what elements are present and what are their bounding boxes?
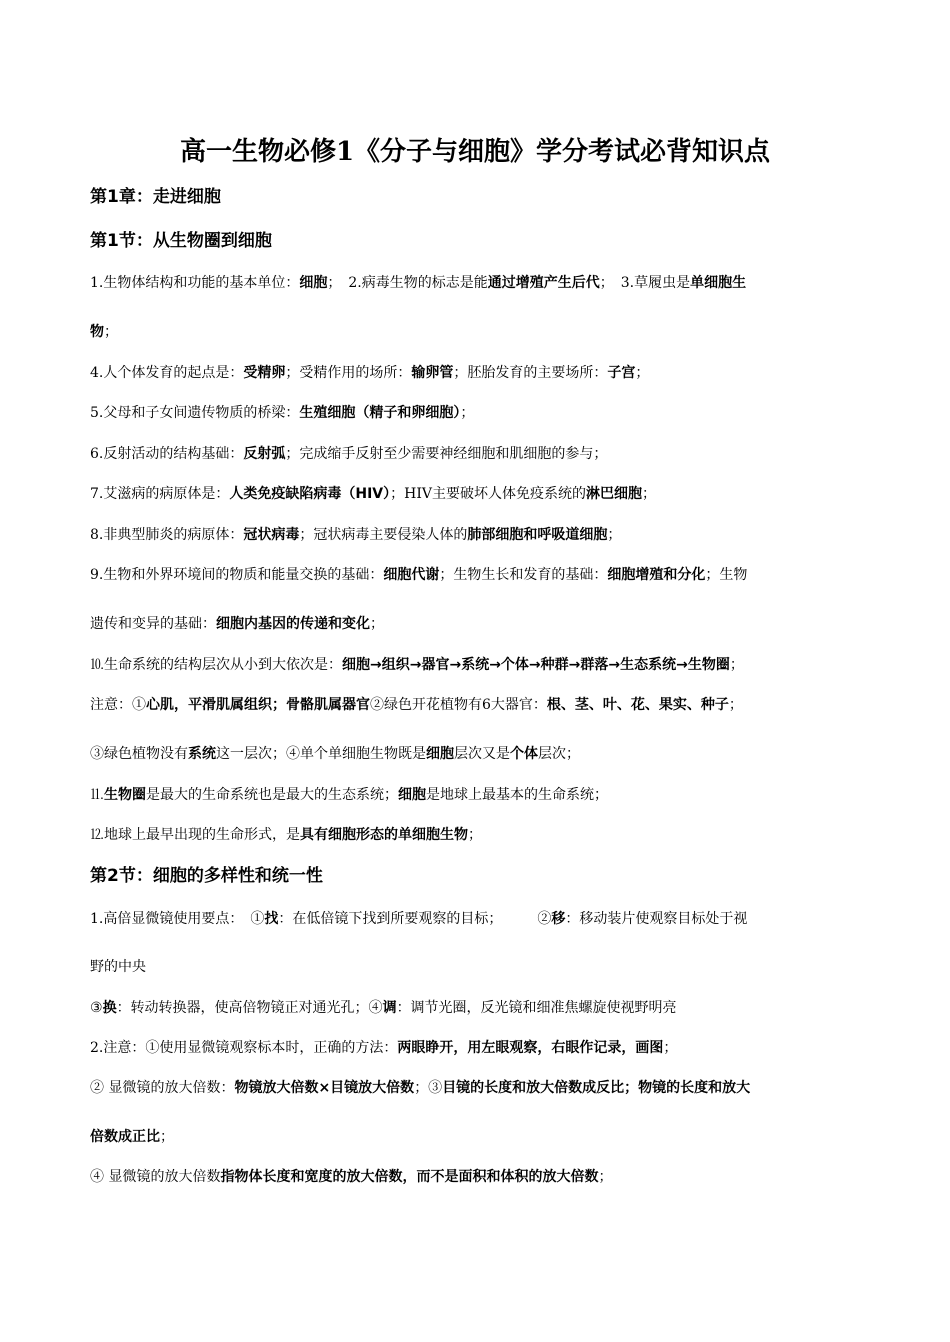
text-segment: ； bbox=[104, 324, 118, 340]
section-heading-2: 第2节：细胞的多样性和统一性 bbox=[90, 866, 323, 886]
text-segment: ：移动装片使观察目标处于视 bbox=[565, 911, 748, 927]
chapter-heading: 第1章：走进细胞 bbox=[90, 187, 221, 207]
text-line bbox=[90, 743, 580, 765]
text-line bbox=[90, 908, 747, 930]
text-line bbox=[90, 784, 608, 806]
text-line bbox=[90, 272, 746, 294]
text-segment: ⒑生命系统的结构层次从小到大依次是： bbox=[90, 657, 342, 673]
text-segment: ；生物 bbox=[705, 567, 748, 583]
key-term: 细胞 bbox=[299, 275, 328, 291]
text-segment: ⒓地球上最早出现的生命形式，是 bbox=[90, 827, 300, 843]
text-segment: ； bbox=[460, 405, 475, 421]
key-term: 细胞→组织→器官→系统→个体→种群→群落→生态系统→生物圈 bbox=[342, 657, 730, 673]
text-segment: ③ bbox=[90, 1000, 103, 1016]
text-segment: 是地球上最基本的生命系统； bbox=[426, 787, 608, 803]
text-segment: ； bbox=[641, 486, 656, 502]
text-segment: ；③ bbox=[414, 1080, 443, 1096]
key-term: 两眼睁开，用左眼观察，右眼作记录，画图 bbox=[397, 1040, 664, 1056]
key-term: 受精卵 bbox=[243, 365, 286, 381]
text-segment: ②绿色开花植物有6大器官： bbox=[370, 697, 547, 713]
key-term: 细胞内基因的传递和变化 bbox=[216, 616, 370, 632]
text-segment: ；完成缩手反射至少需要神经细胞和肌细胞的参与； bbox=[285, 446, 608, 462]
text-line bbox=[90, 524, 621, 546]
key-term: 物镜放大倍数×目镜放大倍数 bbox=[234, 1080, 415, 1096]
key-term: 个体 bbox=[510, 746, 538, 762]
text-line bbox=[90, 613, 384, 635]
key-term: 换 bbox=[102, 1000, 117, 1016]
text-line bbox=[90, 654, 744, 676]
key-term: 调 bbox=[382, 1000, 397, 1016]
text-segment: 9.生物和外界环境间的物质和能量交换的基础： bbox=[90, 567, 384, 583]
text-line bbox=[90, 956, 146, 978]
text-line bbox=[90, 362, 649, 384]
text-line bbox=[90, 564, 747, 586]
key-term: 冠状病毒 bbox=[243, 527, 300, 543]
text-segment: ⒒ bbox=[90, 787, 104, 803]
text-segment: 遗传和变异的基础： bbox=[90, 616, 216, 632]
text-line bbox=[90, 824, 482, 846]
section-heading-1: 第1节：从生物圈到细胞 bbox=[90, 231, 272, 251]
text-segment: 4.人个体发育的起点是： bbox=[90, 365, 244, 381]
text-line bbox=[90, 1037, 677, 1059]
key-term: 心肌，平滑肌属组织；骨骼肌属器官 bbox=[146, 697, 370, 713]
text-segment: ； bbox=[370, 616, 384, 632]
key-term: 细胞 bbox=[426, 746, 454, 762]
key-term: 物 bbox=[90, 324, 104, 340]
text-line bbox=[90, 443, 607, 465]
key-term: 子宫 bbox=[607, 365, 636, 381]
text-line bbox=[90, 694, 743, 716]
text-segment: ； 3.草履虫是 bbox=[599, 275, 691, 291]
text-segment: 层次又是 bbox=[454, 746, 510, 762]
key-term: 通过增殖产生后代 bbox=[487, 275, 600, 291]
document-title: 高一生物必修1《分子与细胞》学分考试必背知识点 bbox=[179, 137, 771, 167]
text-line bbox=[90, 483, 656, 505]
text-segment: ； bbox=[663, 1040, 678, 1056]
text-segment: ； bbox=[607, 527, 622, 543]
key-term: 反射弧 bbox=[243, 446, 286, 462]
text-line bbox=[90, 997, 677, 1019]
text-segment: ； bbox=[729, 657, 744, 673]
text-segment: ；生物生长和发育的基础： bbox=[439, 567, 608, 583]
key-term: 输卵管 bbox=[411, 365, 454, 381]
text-segment: 这一层次；④单个单细胞生物既是 bbox=[216, 746, 426, 762]
text-segment: ； bbox=[635, 365, 650, 381]
key-term: 细胞 bbox=[398, 787, 426, 803]
text-segment: ； bbox=[468, 827, 482, 843]
text-segment: ：调节光圈，反光镜和细准焦螺旋使视野明亮 bbox=[396, 1000, 677, 1016]
key-term: 淋巴细胞 bbox=[585, 486, 642, 502]
key-term: 倍数成正比 bbox=[90, 1129, 160, 1145]
text-segment: 1.高倍显微镜使用要点： ① bbox=[90, 911, 265, 927]
text-segment: 野的中央 bbox=[90, 959, 146, 975]
text-line bbox=[90, 321, 118, 343]
key-term: 具有细胞形态的单细胞生物 bbox=[300, 827, 468, 843]
text-segment: ；胚胎发育的主要场所： bbox=[453, 365, 608, 381]
key-term: 根、茎、叶、花、果实、种子 bbox=[546, 697, 729, 713]
text-segment: 1.生物体结构和功能的基本单位： bbox=[90, 275, 300, 291]
text-segment: 8.非典型肺炎的病原体： bbox=[90, 527, 244, 543]
text-segment: ：转动转换器，使高倍物镜正对通光孔；④ bbox=[116, 1000, 383, 1016]
text-segment: 是最大的生命系统也是最大的生态系统； bbox=[146, 787, 398, 803]
text-segment: 7.艾滋病的病原体是： bbox=[90, 486, 230, 502]
text-segment: 2.注意：①使用显微镜观察标本时，正确的方法： bbox=[90, 1040, 398, 1056]
key-term: 单细胞生 bbox=[690, 275, 747, 291]
key-term: 细胞代谢 bbox=[383, 567, 440, 583]
key-term: 细胞增殖和分化 bbox=[607, 567, 706, 583]
text-segment: ； bbox=[598, 1169, 613, 1185]
text-line bbox=[90, 1166, 612, 1188]
text-segment: ② 显微镜的放大倍数： bbox=[90, 1080, 235, 1096]
text-segment: ③绿色植物没有 bbox=[90, 746, 188, 762]
text-segment: ； 2.病毒生物的标志是能 bbox=[327, 275, 488, 291]
text-segment: ； bbox=[160, 1129, 174, 1145]
key-term: 系统 bbox=[188, 746, 216, 762]
key-term: 指物体长度和宽度的放大倍数，而不是面积和体积的放大倍数 bbox=[220, 1169, 599, 1185]
key-term: 生物圈 bbox=[104, 787, 146, 803]
text-segment: 层次； bbox=[538, 746, 580, 762]
text-segment: ：在低倍镜下找到所要观察的目标； ② bbox=[278, 911, 552, 927]
key-term: 目镜的长度和放大倍数成反比；物镜的长度和放大 bbox=[442, 1080, 751, 1096]
text-segment: ④ 显微镜的放大倍数 bbox=[90, 1169, 221, 1185]
text-segment: 5.父母和子女间遗传物质的桥梁： bbox=[90, 405, 300, 421]
text-segment: 6.反射活动的结构基础： bbox=[90, 446, 244, 462]
key-term: 生殖细胞（精子和卵细胞） bbox=[299, 405, 461, 421]
key-term: 移 bbox=[551, 911, 566, 927]
key-term: 肺部细胞和呼吸道细胞 bbox=[467, 527, 608, 543]
key-term: 找 bbox=[264, 911, 279, 927]
text-line bbox=[90, 1126, 174, 1148]
text-segment: ；HIV主要破坏人体免疫系统的 bbox=[390, 486, 586, 502]
text-segment: ； bbox=[728, 697, 743, 713]
text-segment: ；受精作用的场所： bbox=[285, 365, 412, 381]
text-segment: 注意：① bbox=[90, 697, 146, 713]
text-line bbox=[90, 1077, 750, 1099]
text-line bbox=[90, 402, 474, 424]
key-term: 人类免疫缺陷病毒（HIV） bbox=[229, 486, 391, 502]
text-segment: ；冠状病毒主要侵染人体的 bbox=[299, 527, 468, 543]
